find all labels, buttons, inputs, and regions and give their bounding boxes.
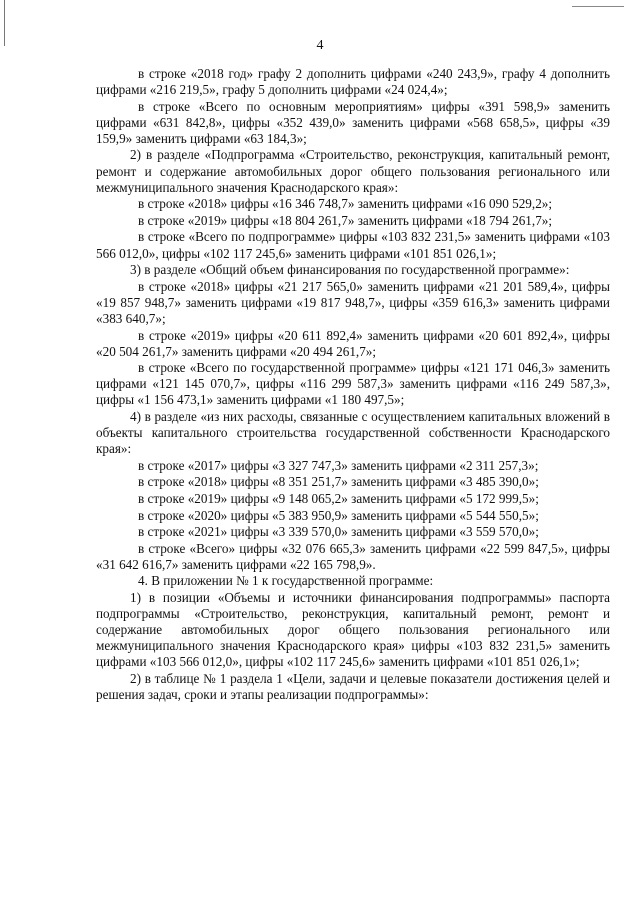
paragraph: 2) в разделе «Подпрограмма «Строительство, реконструкция, капитальный ремонт, ремонт и содержание автомобильных дорог общего пользования регионального или межмуниципального значения Краснодарского края»: [96,147,610,195]
scan-mark [572,6,624,7]
paragraph: 4. В приложении № 1 к государственной программе: [138,573,434,589]
paragraph: в строке «2018» цифры «8 351 251,7» заменить цифрами «3 485 390,0»; [138,474,539,490]
page-number: 4 [316,38,324,53]
document-body [96,66,610,704]
paragraph: в строке «2019» цифры «18 804 261,7» заменить цифрами «18 794 261,7»; [138,212,553,228]
paragraph: 3) в разделе «Общий объем финансирования по государственной программе»: [130,262,570,278]
paragraph: в строке «2018» цифры «16 346 748,7» заменить цифрами «16 090 529,2»; [138,196,553,212]
paragraph: в строке «2021» цифры «3 339 570,0» заменить цифрами «3 559 570,0»; [138,524,539,540]
paragraph: 1) в позиции «Объемы и источники финансирования подпрограммы» паспорта подпрограммы «Строительство, реконструкция, капитальный ремонт, ремонт и содержание автомобильных дорог общего пользования регионального или межмуниципального значения Краснодарского края» цифры «103 832 231,5» заменить цифрами «103 566 012,0», цифры «102 117 245,6» заменить цифрами «101 851 026,1»; [96,590,610,670]
paragraph: в строке «Всего по государственной программе» цифры «121 171 046,3» заменить цифрами «121 145 070,7», цифры «116 299 587,3» заменить цифрами «116 249 587,3», цифры «1 156 473,1» заменить цифрами «1 180 497,5»; [96,360,610,408]
paragraph: в строке «Всего по подпрограмме» цифры «103 832 231,5» заменить цифрами «103 566 012,0», цифры «102 117 245,6» заменить цифрами «101 851 026,1»; [96,229,610,261]
paragraph: в строке «2019» цифры «20 611 892,4» заменить цифрами «20 601 892,4», цифры «20 504 261,7» заменить цифрами «20 494 261,7»; [96,327,610,359]
paragraph: в строке «2020» цифры «5 383 950,9» заменить цифрами «5 544 550,5»; [138,507,539,523]
paragraph: в строке «2018 год» графу 2 дополнить цифрами «240 243,9», графу 4 дополнить цифрами «216 219,5», графу 5 дополнить цифрами «24 024,4»; [96,66,610,98]
paragraph: в строке «2019» цифры «9 148 065,2» заменить цифрами «5 172 999,5»; [138,490,539,506]
paragraph: 4) в разделе «из них расходы, связанные с осуществлением капитальных вложений в объекты капитального строительства государственной собственности Краснодарского края»: [96,408,610,457]
paragraph: в строке «2018» цифры «21 217 565,0» заменить цифрами «21 201 589,4», цифры «19 857 948,7» заменить цифрами «19 817 948,7», цифры «359 616,3» заменить цифрами «383 640,7»; [96,278,610,326]
paragraph: в строке «Всего» цифры «32 076 665,3» заменить цифрами «22 599 847,5», цифры «31 642 616,7» заменить цифрами «22 165 798,9». [96,540,610,572]
paragraph: в строке «2017» цифры «3 327 747,3» заменить цифрами «2 311 257,3»; [138,457,539,473]
paragraph: 2) в таблице № 1 раздела 1 «Цели, задачи и целевые показатели достижения целей и решения задач, сроки и этапы реализации подпрограммы»: [96,670,610,703]
paragraph: в строке «Всего по основным мероприятиям» цифры «391 598,9» заменить цифрами «631 842,8», цифры «352 439,0» заменить цифрами «568 658,5», цифры «39 159,9» заменить цифрами «63 184,3»; [96,98,610,146]
